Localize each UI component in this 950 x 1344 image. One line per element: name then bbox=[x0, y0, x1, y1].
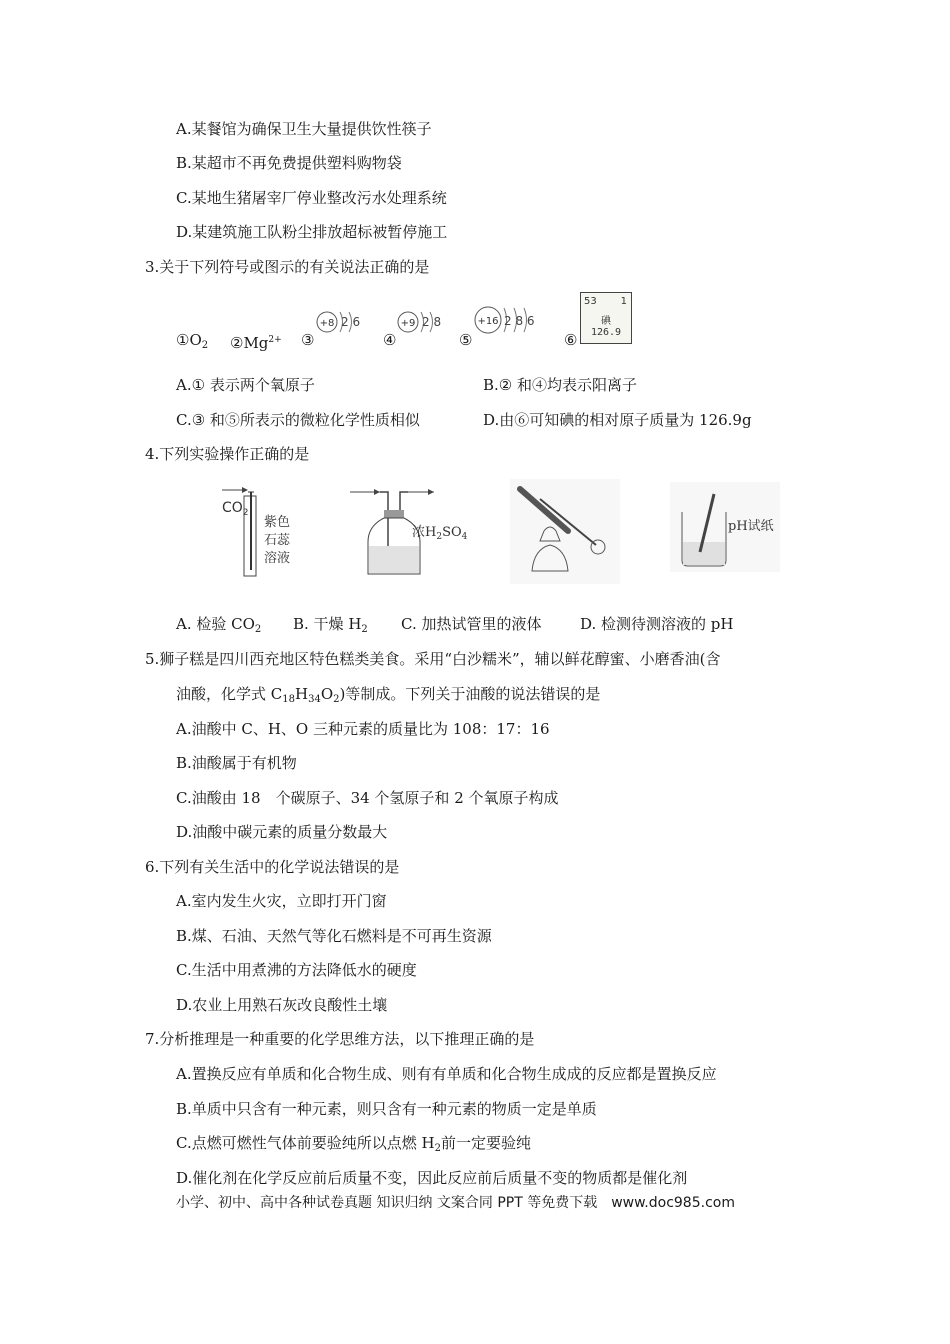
q5-option-d: D.油酸中碳元素的质量分数最大 bbox=[176, 823, 388, 841]
q7-option-b: B.单质中只含有一种元素，则只含有一种元素的物质一定是单质 bbox=[176, 1100, 597, 1118]
q4-option-d: D. 检测待测溶液的 pH bbox=[580, 615, 734, 633]
atom3-shells: 2 6 bbox=[341, 315, 361, 329]
element-tile-charge: 1 bbox=[620, 296, 627, 307]
figure-co2-test bbox=[218, 482, 298, 582]
q5-option-a: A.油酸中 C、H、O 三种元素的质量比为 108：17：16 bbox=[176, 720, 550, 738]
fig1-label-3: 溶液 bbox=[264, 551, 291, 566]
q3-symbol-4: ④ bbox=[383, 331, 397, 349]
q4-option-a: A. 检验 $CO_2$ bbox=[176, 615, 262, 635]
atom4-nucleus: +9 bbox=[400, 318, 416, 329]
q3-option-b: B.② 和④均表示阳离子 bbox=[483, 376, 638, 394]
element-tile-name: 碘 bbox=[601, 316, 611, 327]
q3-symbol-3: ③ bbox=[301, 331, 315, 349]
figure-heating-tube bbox=[510, 479, 620, 584]
atom5-nucleus: +16 bbox=[477, 316, 499, 327]
fig1-label-2: 石蕊 bbox=[264, 533, 291, 548]
q7-option-d: D.催化剂在化学反应前后质量不变，因此反应前后质量不变的物质都是催化剂 bbox=[176, 1169, 688, 1187]
q5-stem-line-2: 油酸，化学式 $C_{18}H_{34}O_2$)等制成。下列关于油酸的说法错误的是 bbox=[176, 685, 601, 705]
q6-option-b: B.煤、石油、天然气等化石燃料是不可再生资源 bbox=[176, 927, 492, 945]
q6-option-a: A.室内发生火灾，立即打开门窗 bbox=[176, 892, 387, 910]
q3-symbol-5: ⑤ bbox=[459, 331, 473, 349]
q6-option-c: C.生活中用煮沸的方法降低水的硬度 bbox=[176, 961, 417, 979]
figure-ph-test bbox=[670, 482, 780, 572]
atom-structure-fluorine bbox=[397, 308, 447, 340]
q6-option-d: D.农业上用熟石灰改良酸性土壤 bbox=[176, 996, 388, 1014]
q2-option-a: A.某餐馆为确保卫生大量提供饮性筷子 bbox=[176, 120, 432, 138]
atom3-nucleus: +8 bbox=[319, 318, 335, 329]
q7-stem: 7.分析推理是一种重要的化学思维方法，以下推理正确的是 bbox=[145, 1030, 535, 1048]
q5-option-b: B.油酸属于有机物 bbox=[176, 754, 297, 772]
fig2-label: 浓$H_2SO_4$ bbox=[412, 525, 468, 542]
q3-stem: 3.关于下列符号或图示的有关说法正确的是 bbox=[145, 258, 430, 276]
q2-option-c: C.某地生猪屠宰厂停业整改污水处理系统 bbox=[176, 189, 447, 207]
q2-option-b: B.某超市不再免费提供塑料购物袋 bbox=[176, 154, 402, 172]
element-tile-number: 53 bbox=[584, 296, 597, 307]
element-tile-mass: 126.9 bbox=[590, 327, 622, 338]
element-tile-iodine bbox=[580, 292, 632, 344]
q7-option-a: A.置换反应有单质和化合物生成、则有有单质和化合物生成成的反应都是置换反应 bbox=[176, 1065, 717, 1083]
q4-stem: 4.下列实验操作正确的是 bbox=[145, 445, 310, 463]
atom-structure-sulfur bbox=[474, 304, 546, 340]
q3-symbol-6: ⑥ bbox=[564, 331, 578, 349]
q4-option-b: B. 干燥 $H_2$ bbox=[293, 615, 368, 635]
q6-stem: 6.下列有关生活中的化学说法错误的是 bbox=[145, 858, 400, 876]
q3-symbol-1: $①O_2$ bbox=[176, 331, 209, 351]
fig1-gas: $CO_2$ bbox=[222, 500, 249, 518]
atom5-shells: 2 8 6 bbox=[504, 314, 535, 328]
atom4-shells: 2 8 bbox=[422, 315, 442, 329]
fig1-label-1: 紫色 bbox=[264, 515, 291, 530]
q3-option-a: A.① 表示两个氧原子 bbox=[176, 376, 315, 394]
q3-option-c: C.③ 和⑤所表示的微粒化学性质相似 bbox=[176, 411, 420, 429]
q2-option-d: D.某建筑施工队粉尘排放超标被暂停施工 bbox=[176, 223, 448, 241]
fig4-label: pH试纸 bbox=[728, 519, 774, 534]
q7-option-c: C.点燃可燃性气体前要验纯所以点燃 $H_2$前一定要验纯 bbox=[176, 1134, 531, 1154]
q3-option-d: D.由⑥可知碘的相对原子质量为 126.9g bbox=[483, 411, 752, 429]
q5-stem-line-1: 5.狮子糕是四川西充地区特色糕类美食。采用“白沙糯米”，辅以鲜花醇蜜、小磨香油(含 bbox=[145, 650, 721, 668]
page-footer: 小学、初中、高中各种试卷真题 知识归纳 文案合同 PPT 等免费下载 www.doc985.com bbox=[176, 1195, 735, 1211]
q4-option-c: C. 加热试管里的液体 bbox=[401, 615, 542, 633]
figure-gas-drying bbox=[348, 482, 488, 582]
atom-structure-oxygen bbox=[316, 308, 366, 340]
q3-symbol-2: $②Mg^{2+}$ bbox=[230, 334, 282, 352]
q5-option-c: C.油酸由 18 个碳原子、34 个氢原子和 2 个氧原子构成 bbox=[176, 789, 559, 807]
